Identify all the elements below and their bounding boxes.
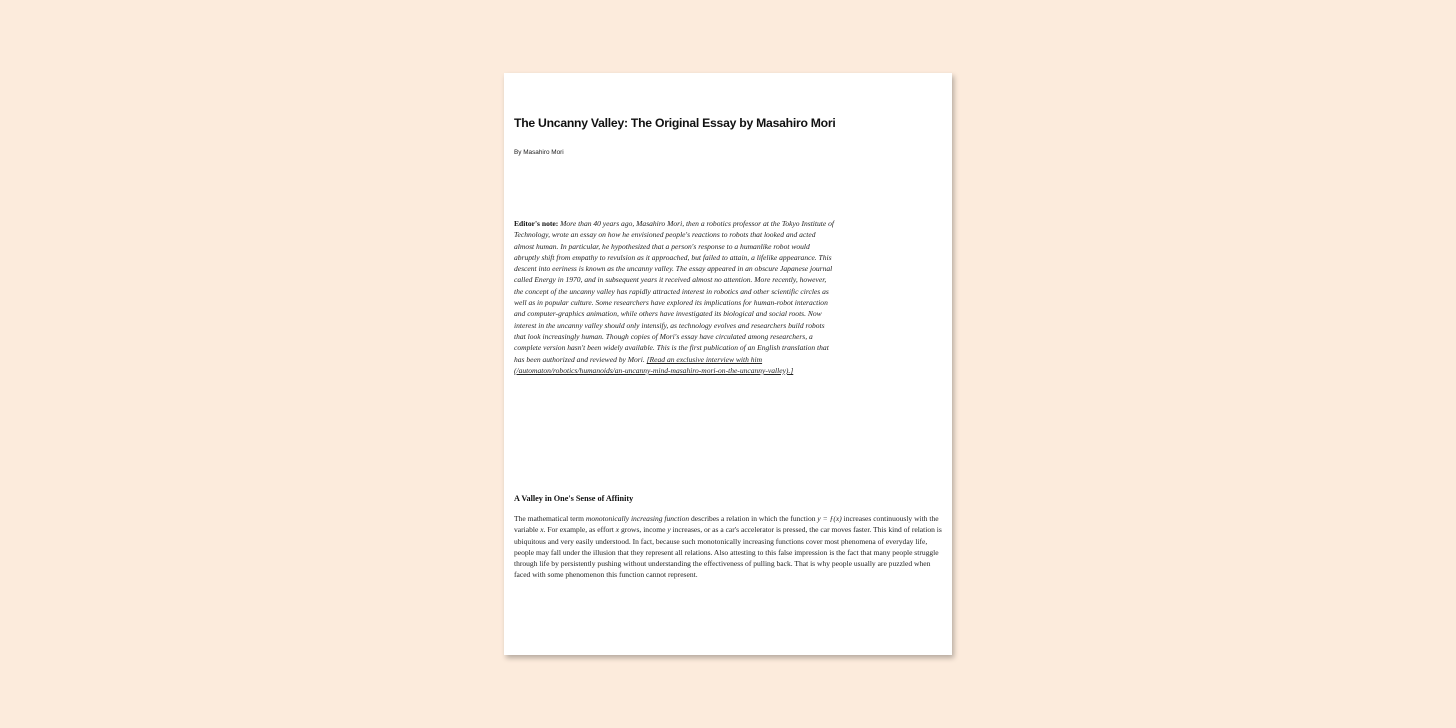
para-text: grows, income bbox=[619, 525, 668, 535]
section-heading: A Valley in One's Sense of Affinity bbox=[514, 494, 634, 503]
para-text: describes a relation in which the function bbox=[689, 514, 818, 523]
para-math: x bbox=[615, 525, 620, 535]
article-title: The Uncanny Valley: The Original Essay by Masahiro Mori bbox=[514, 116, 836, 130]
byline: By Masahiro Mori bbox=[514, 149, 564, 156]
para-math: y = ƒ(x) bbox=[817, 514, 842, 523]
body-paragraph bbox=[514, 513, 946, 581]
para-math: y bbox=[667, 525, 671, 535]
para-emphasis: monotonically increasing function bbox=[585, 514, 690, 523]
para-text: increases, or as a car's accelerator is pressed, the car moves faster. This kind of relation is ubiquitous and very easily understood. In fact, because such monotonically increasing functions cover most phenomena of everyday life, people may fall under the illusion that they represent all relations. Also attesting to this false impression is the fact that many people struggle through life by persistently pushing without understanding the effectiveness of pulling back. That is why people usually are puzzled when faced with some phenomenon this function cannot represent. bbox=[514, 525, 942, 580]
editor-note-label: Editor's note: bbox=[514, 219, 559, 228]
interview-link[interactable]: [Read an exclusive interview with him (/automaton/robotics/humanoids/an-uncanny-mind-masahiro-mori-on-the-uncanny-valley).] bbox=[514, 354, 794, 375]
para-text: The mathematical term bbox=[514, 514, 586, 523]
para-text: increases continuously with the variable bbox=[514, 514, 939, 535]
document-page bbox=[504, 73, 952, 655]
editor-note-text: More than 40 years ago, Masahiro Mori, then a robotics professor at the Tokyo Institute of Technology, wrote an essay on how he envisioned people's reactions to robots that looked and acted almost human. In particular, he hypothesized that a person's response to a humanlike robot would abruptly shift from empathy to revulsion as it approached, but failed to attain, a lifelike appearance. This descent into eeriness is known as the uncanny valley. The essay appeared in an obscure Japanese journal called Energy in 1970, and in subsequent years it received almost no attention. More recently, however, the concept of the uncanny valley has rapidly attracted interest in robotics and other scientific circles as well as in popular culture. Some researchers have explored its implications for human-robot interaction and computer-graphics animation, while others have investigated its biological and social roots. Now interest in the uncanny valley should only intensify, as technology evolves and researchers build robots that look increasingly human. Though copies of Mori's essay have circulated among researchers, a complete version hasn't been widely available. This is the first publication of an English translation that has been authorized and reviewed by Mori. bbox=[514, 219, 834, 364]
para-math: x bbox=[540, 525, 544, 535]
editor-note bbox=[514, 218, 834, 376]
para-text: . For example, as effort bbox=[543, 525, 616, 535]
